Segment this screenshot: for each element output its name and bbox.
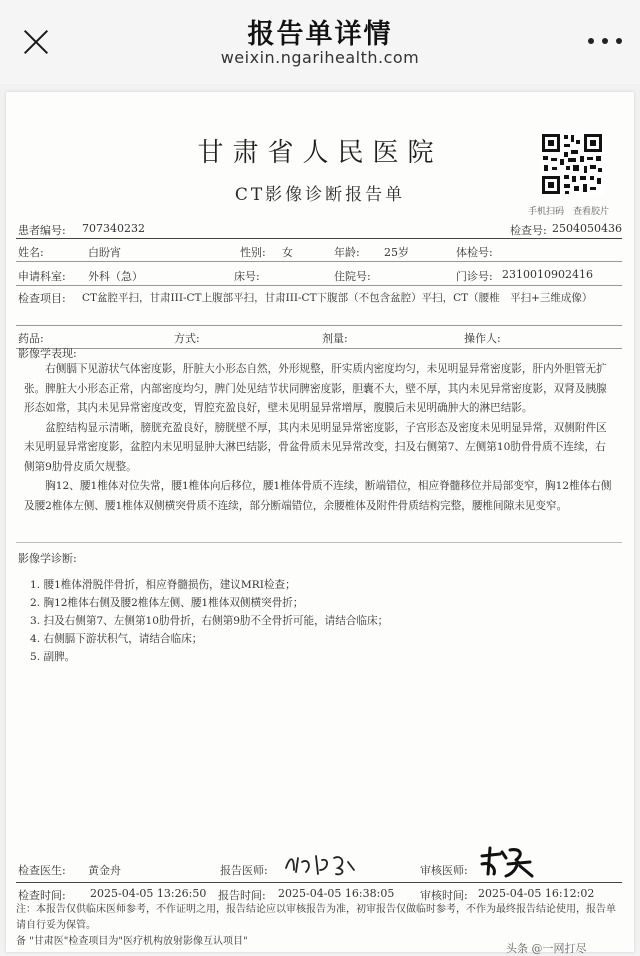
age-label: 年龄: xyxy=(334,246,360,259)
clinic-value: 2310010902416 xyxy=(502,268,593,281)
diagnosis-item: 3. 扫及右侧第7、左侧第10肋骨折，右侧第9肋不全骨折可能，请结合临床； xyxy=(30,615,389,627)
hospital-name: 甘肃省人民医院 xyxy=(197,138,443,168)
patient-no-label: 患者编号: xyxy=(18,224,66,237)
patient-name: 白盼宵 xyxy=(88,246,121,259)
diagnosis-item: 4. 右侧膈下游状积气，请结合临床； xyxy=(30,633,203,645)
exam-time: 2025-04-05 13:26:50 xyxy=(90,887,207,900)
age-value: 25岁 xyxy=(384,246,409,259)
dept-value: 外科（急） xyxy=(88,270,143,283)
exam-item-value: CT盆腔平扫，甘肃III-CT上腹部平扫，甘肃III-CT下腹部（不包含盆腔）平扫，CT（腰椎 平扫+三维成像） xyxy=(82,292,593,304)
report-doctor-label: 报告医师: xyxy=(220,864,268,877)
report-doctor-signature xyxy=(282,848,362,878)
page-title: 报告单详情 xyxy=(247,19,393,50)
bodyno-label: 体检号: xyxy=(456,246,493,259)
report-paper xyxy=(6,92,634,955)
diagnosis-label: 影像学诊断: xyxy=(18,552,77,565)
exam-no-label: 检查号: xyxy=(510,224,547,237)
findings-paragraph: 胸12、腰1椎体对位失常，腰1椎体向后移位，腰1椎体骨质不连续，断端错位，相应脊髓移位并局部变窄，胸12椎体右侧及腰2椎体左侧、腰1椎体双侧横突骨质不连续，部分断端错位，余腰椎体及附件骨质结构完整，腰椎间隙未见变窄。 xyxy=(24,480,612,512)
findings-text xyxy=(24,360,614,516)
disclaimer-note: 注：本报告仅供临床医师参考，不作证明之用，报告结论应以审核报告为准，初审报告仅做临时参考，不作为最终报告结论使用，报告单请自行妥为保管。 xyxy=(16,904,616,931)
top-bar xyxy=(0,0,640,84)
exam-doctor-label: 检查医生: xyxy=(18,864,66,877)
report-time-label: 报告时间: xyxy=(218,889,266,902)
findings-paragraph: 盆腔结构显示清晰，膀胱充盈良好，膀胱壁不厚，其内未见明显异常密度影，子宫形态及密度未见明显异常，双侧附件区未见明显异常密度影，盆腔内未见明显肿大淋巴结影，骨盆骨质未见异常改变，扫及右侧第7、左侧第10肋骨骨质不连续，右侧第9肋骨皮质欠规整。 xyxy=(24,421,607,473)
review-time-label: 审核时间: xyxy=(420,889,468,902)
divider xyxy=(16,348,622,349)
findings-paragraph: 右侧膈下见游状气体密度影，肝脏大小形态自然，外形规整，肝实质内密度均匀，未见明显异常密度影，肝内外胆管无扩张。脾脏大小形态正常，内部密度均匀，脾门处见结节状同脾密度影，胆囊不大，壁不厚，其内未见异常密度影，双肾及胰腺形态如常，其内未见异常密度改变，胃腔充盈良好，壁未见明显异常增厚，腹膜后未见明确肿大的淋巴结影。 xyxy=(24,363,607,414)
divider xyxy=(16,238,622,239)
divider xyxy=(16,261,622,262)
exam-time-label: 检查时间: xyxy=(18,889,66,902)
divider xyxy=(16,285,622,286)
drug-label: 药品: xyxy=(18,332,44,345)
more-icon[interactable] xyxy=(588,36,622,46)
qr-code[interactable] xyxy=(540,132,604,196)
operator-label: 操作人: xyxy=(464,332,501,345)
review-doctor-signature xyxy=(476,844,536,880)
name-label: 姓名: xyxy=(18,246,44,259)
diagnosis-list xyxy=(30,576,610,666)
mutual-recognition-note: 备 "甘肃医"检查项目为"医疗机构放射影像互认项目" xyxy=(16,936,248,947)
exam-doctor: 黄金舟 xyxy=(88,864,121,877)
review-time: 2025-04-05 16:12:02 xyxy=(478,887,595,900)
report-title: CT影像诊断报告单 xyxy=(234,185,406,205)
report-time: 2025-04-05 16:38:05 xyxy=(278,887,395,900)
dept-label: 申请科室: xyxy=(18,270,66,283)
page-url: weixin.ngarihealth.com xyxy=(220,48,420,67)
clinic-label: 门诊号: xyxy=(456,270,493,283)
divider xyxy=(16,882,622,883)
inpatient-label: 住院号: xyxy=(334,270,371,283)
sex-label: 性别: xyxy=(240,246,266,259)
qr-caption: 手机扫码 查看胶片 xyxy=(528,207,610,217)
diagnosis-item: 2. 胸12椎体右侧及腰2椎体左侧、腰1椎体双侧横突骨折； xyxy=(30,597,304,609)
diagnosis-item: 5. 副脾。 xyxy=(30,651,76,663)
patient-no: 707340232 xyxy=(82,222,145,235)
sex-value: 女 xyxy=(282,246,293,259)
watermark-text: 头条 @一网打尽 xyxy=(506,942,587,955)
findings-label: 影像学表现: xyxy=(18,347,77,360)
divider xyxy=(16,542,622,543)
diagnosis-item: 1. 腰1椎体滑脱伴骨折，相应脊髓损伤，建议MRI检查； xyxy=(30,579,296,591)
dose-label: 剂量: xyxy=(322,332,348,345)
exam-item-label: 检查项目: xyxy=(18,292,66,305)
divider xyxy=(16,325,622,326)
exam-no: 2504050436 xyxy=(552,222,622,235)
bed-label: 床号: xyxy=(234,270,260,283)
review-doctor-label: 审核医师: xyxy=(420,864,468,877)
method-label: 方式: xyxy=(174,332,200,345)
